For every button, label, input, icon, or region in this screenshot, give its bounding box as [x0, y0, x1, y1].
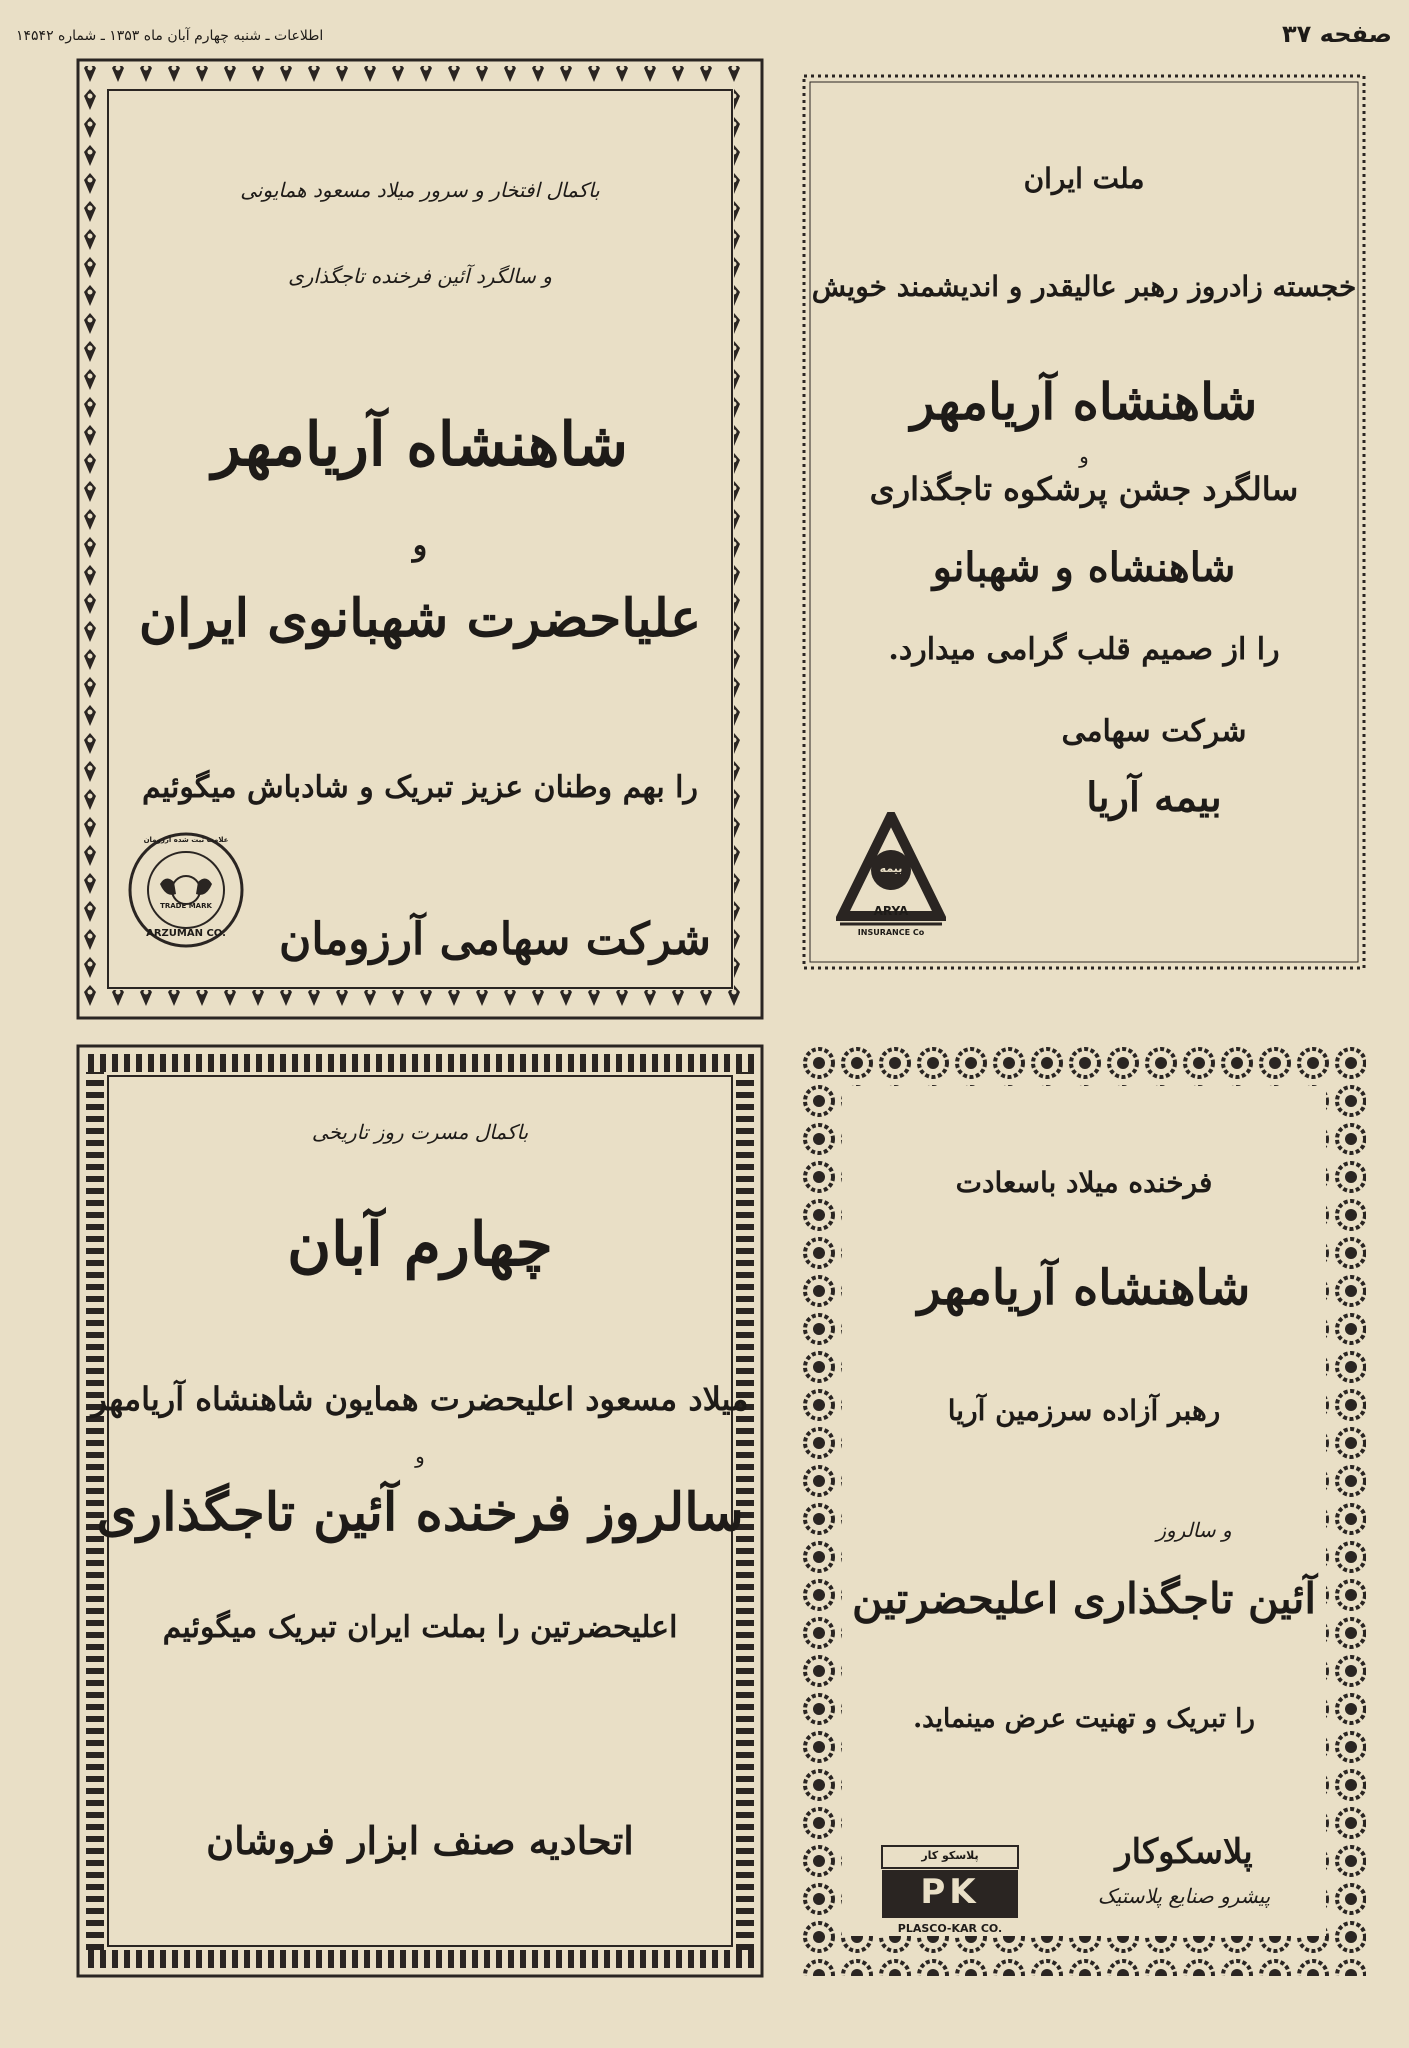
abzar-line6: اعلیحضرتین را بملت ایران تبریک میگوئیم [162, 1610, 678, 1645]
arya-line3: شاهنشاه آریامهر [910, 372, 1258, 431]
plasco-tagline: پیشرو صنایع پلاستیک [1097, 1884, 1271, 1908]
arya-company-line1: شرکت سهامی [1061, 714, 1247, 749]
arzuman-company: شرکت سهامی آرزومان [279, 914, 711, 965]
arzuman-line4: و [412, 528, 428, 563]
arya-company-line2: بیمه آریا [1086, 774, 1222, 821]
plasco-logo-mark: PK [920, 1872, 980, 1912]
arya-logo-name: ARYA [873, 904, 909, 918]
arzuman-logo-circle-text: علامت ثبت شده آرزومان [143, 836, 229, 844]
ad-arya [800, 72, 1368, 972]
arya-line2: خجسته زادروز رهبر عالیقدر و اندیشمند خویش [811, 270, 1357, 303]
abzar-line1: باکمال مسرت روز تاریخی [311, 1120, 529, 1144]
ad-plasco [800, 1044, 1368, 1978]
arzuman-line6: را بهم وطنان عزیز تبریک و شادباش میگوئیم [142, 770, 698, 805]
plasco-line5: آئین تاجگذاری اعلیحضرتین [851, 1574, 1317, 1623]
page-header [16, 20, 1392, 52]
plasco-line2: شاهنشاه آریامهر [917, 1260, 1251, 1316]
arzuman-line2: و سالگرد آئین فرخنده تاجگذاری [288, 264, 552, 288]
arya-line4: و [1079, 444, 1089, 468]
plasco-line1: فرخنده میلاد باسعادت [955, 1166, 1213, 1199]
abzar-company: اتحادیه صنف ابزار فروشان [206, 1818, 634, 1863]
arya-logo-inner: بیمه [879, 862, 903, 875]
issue-line: اطلاعات ـ شنبه چهارم آبان ماه ۱۳۵۳ ـ شماره ۱۴۵۴۲ [16, 28, 324, 44]
plasco-company: پلاسکوکار [1115, 1832, 1253, 1872]
arzuman-line3: شاهنشاه آریامهر [212, 410, 628, 480]
arya-line7: را از صمیم قلب گرامی میدارد. [888, 632, 1280, 667]
abzar-line4: و [415, 1444, 425, 1468]
abzar-line5: سالروز فرخنده آئین تاجگذاری [96, 1482, 744, 1543]
plasco-logo [878, 1844, 1022, 1940]
page-number: صفحه ۳۷ [1282, 20, 1392, 48]
arzuman-line5: علیاحضرت شهبانوی ایران [138, 588, 702, 649]
plasco-logo-top: پلاسکو کار [921, 1849, 979, 1862]
arya-logo-sub: INSURANCE Co [857, 928, 925, 937]
arzuman-logo-trade: TRADE MARK [160, 902, 212, 910]
arya-logo [836, 812, 946, 942]
plasco-logo-name: PLASCO-KAR CO. [897, 1922, 1003, 1935]
plasco-line3: رهبر آزاده سرزمین آریا [947, 1394, 1221, 1427]
arzuman-logo-name: ARZUMAN CO. [146, 928, 226, 939]
plasco-line6: را تبریک و تهنیت عرض مینماید. [913, 1704, 1255, 1734]
arya-line6: شاهنشاه و شهبانو [932, 544, 1236, 591]
arya-line1: ملت ایران [1023, 162, 1145, 195]
ad-abzar [76, 1044, 764, 1978]
abzar-line3: میلاد مسعود اعلیحضرت همایون شاهنشاه آریامهر [91, 1380, 749, 1418]
arya-line5: سالگرد جشن پرشکوه تاجگذاری [869, 470, 1299, 508]
ad-arzuman [76, 58, 764, 1020]
abzar-line2: چهارم آبان [287, 1210, 553, 1280]
arzuman-logo [126, 830, 246, 950]
arzuman-line1: باکمال افتخار و سرور میلاد مسعود همایونی [240, 178, 600, 202]
plasco-line4: و سالروز [1156, 1518, 1232, 1542]
